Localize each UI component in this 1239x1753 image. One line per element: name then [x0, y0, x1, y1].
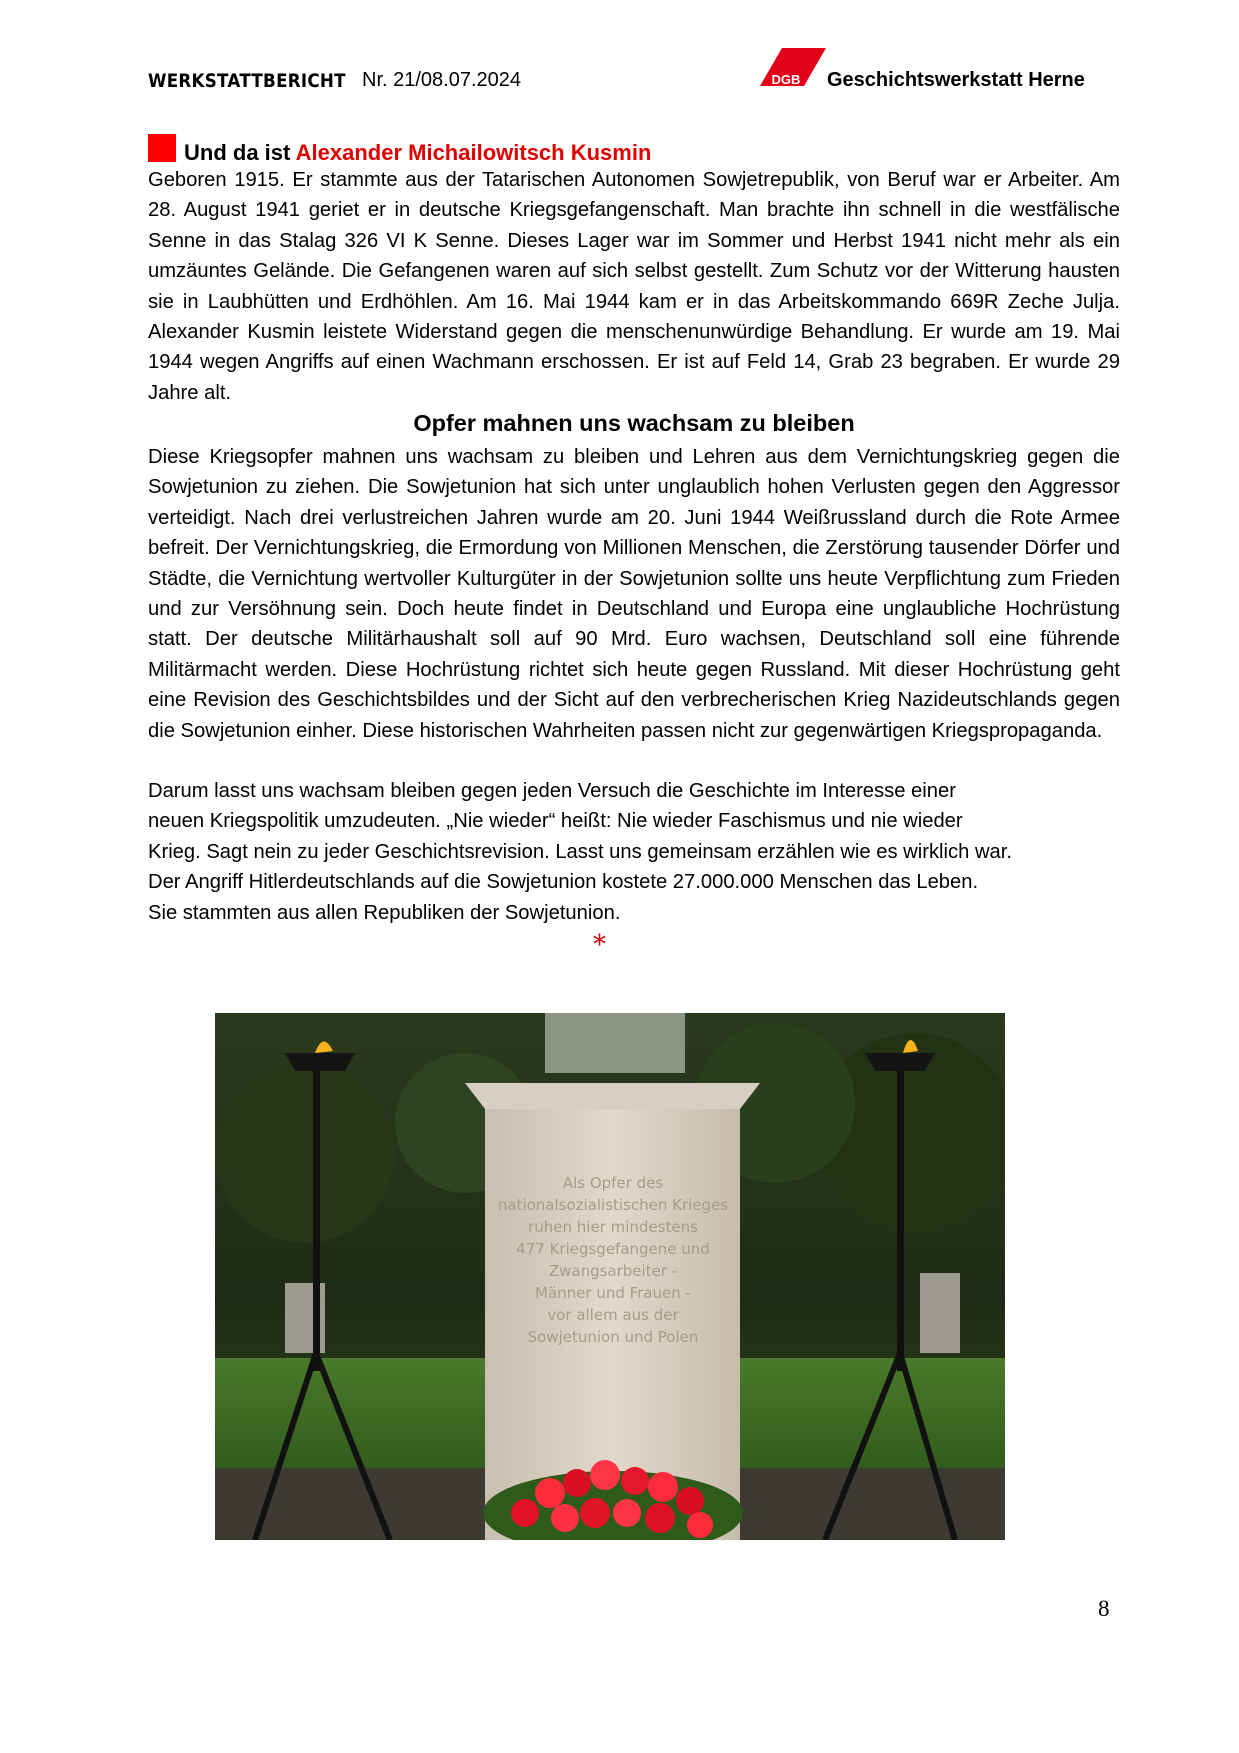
grave-cross-right — [920, 1273, 960, 1353]
heading-prefix: Und da ist — [184, 140, 291, 165]
section-heading-kusmin — [148, 134, 651, 166]
closing-line: Krieg. Sagt nein zu jeder Geschichtsrevision. Lasst uns gemeinsam erzählen wie es wirklich war. — [148, 840, 1012, 863]
inscription-line: Zwangsarbeiter - — [548, 1262, 678, 1280]
red-square-bullet-icon — [148, 134, 176, 162]
inscription-line: ruhen hier mindestens — [528, 1218, 698, 1236]
inscription-line: Männer und Frauen - — [535, 1284, 691, 1302]
page-header — [148, 62, 1098, 106]
biography-paragraph: Geboren 1915. Er stammte aus der Tatarischen Autonomen Sowjetrepublik, von Beruf war er Arbeiter. Am 28. August 1941 geriet er in deutsche Kriegsgefangenschaft. Man brachte ihn schnell in die westfälische Senne in das Stalag 326 VI K Senne. Dieses Lager war im Sommer und Herbst 1941 nicht mehr als ein umzäuntes Gelände. Die Gefangenen waren auf sich selbst gestellt. Zum Schutz vor der Witterung hausten sie in Laubhütten und Erdhöhlen. Am 16. Mai 1944 kam er in das Arbeitskommando 669R Zeche Julja. Alexander Kusmin leistete Widerstand gegen die menschenunwürdige Behandlung. Er wurde am 19. Mai 1944 wegen Angriffs auf einen Wachmann erschossen. Er ist auf Feld 14, Grab 23 begraben. Er wurde 29 Jahre alt. — [148, 169, 1120, 404]
newsletter-title: WERKSTATTBERICHT — [148, 70, 346, 92]
page-number: 8 — [1098, 1596, 1110, 1621]
issue-number: Nr. 21/08.07.2024 — [362, 69, 522, 91]
organization-name: Geschichtswerkstatt Herne — [827, 69, 1085, 91]
closing-line: neuen Kriegspolitik umzudeuten. „Nie wieder“ heißt: Nie wieder Faschismus und nie wieder — [148, 810, 963, 833]
closing-paragraph — [148, 776, 1120, 928]
inscription-line: nationalsozialistischen Krieges — [497, 1196, 729, 1214]
inscription-line: 477 Kriegsgefangene und — [516, 1240, 710, 1258]
dgb-logo-text: DGB — [771, 72, 801, 87]
memorial-photo — [215, 1013, 1005, 1540]
closing-line: Sie stammten aus allen Republiken der Sowjetunion. — [148, 901, 621, 924]
section-heading-opfer: Opfer mahnen uns wachsam zu bleiben — [413, 410, 855, 436]
heading-person-name: Alexander Michailowitsch Kusmin — [295, 140, 652, 165]
closing-line: Darum lasst uns wachsam bleiben gegen jeden Versuch die Geschichte im Interesse einer — [148, 780, 956, 802]
appeal-paragraph: Diese Kriegsopfer mahnen uns wachsam zu bleiben und Lehren aus dem Vernichtungskrieg gegen die Sowjetunion zu ziehen. Die Sowjetunion hat sich unter unglaublich hohen Verlusten gegen den Aggressor verteidigt. Nach drei verlustreichen Jahren wurde am 20. Juni 1944 Weißrussland durch die Rote Armee befreit. Der Vernichtungskrieg, die Ermordung von Millionen Menschen, die Zerstörung tausender Dörfer und Städte, die Vernichtung wertvoller Kulturgüter in der Sowjetunion sollte uns heute Verpflichtung zum Frieden und zur Versöhnung sein. Doch heute findet in Deutschland und Europa eine unglaubliche Hochrüstung statt. Der deutsche Militärhaushalt soll auf 90 Mrd. Euro wachsen, Deutschland soll eine führende Militärmacht werden. Diese Hochrüstung richtet sich heute gegen Russland. Mit dieser Hochrüstung geht eine Revision des Geschichtsbildes und der Sicht auf den verbrecherischen Krieg Nazideutschlands gegen die Sowjetunion einher. Diese historischen Wahrheiten passen nicht zur gegenwärtigen Kriegspropaganda. — [148, 446, 1120, 742]
monument-cap — [465, 1083, 760, 1109]
inscription-line: vor allem aus der — [547, 1306, 679, 1324]
inscription-line: Sowjetunion und Polen — [527, 1328, 699, 1346]
separator-asterisk: * — [593, 930, 606, 960]
closing-line: Der Angriff Hitlerdeutschlands auf die Sowjetunion kostete 27.000.000 Menschen das Leben. — [148, 871, 979, 894]
inscription-line: Als Opfer des — [562, 1174, 664, 1192]
dgb-logo — [756, 48, 826, 92]
